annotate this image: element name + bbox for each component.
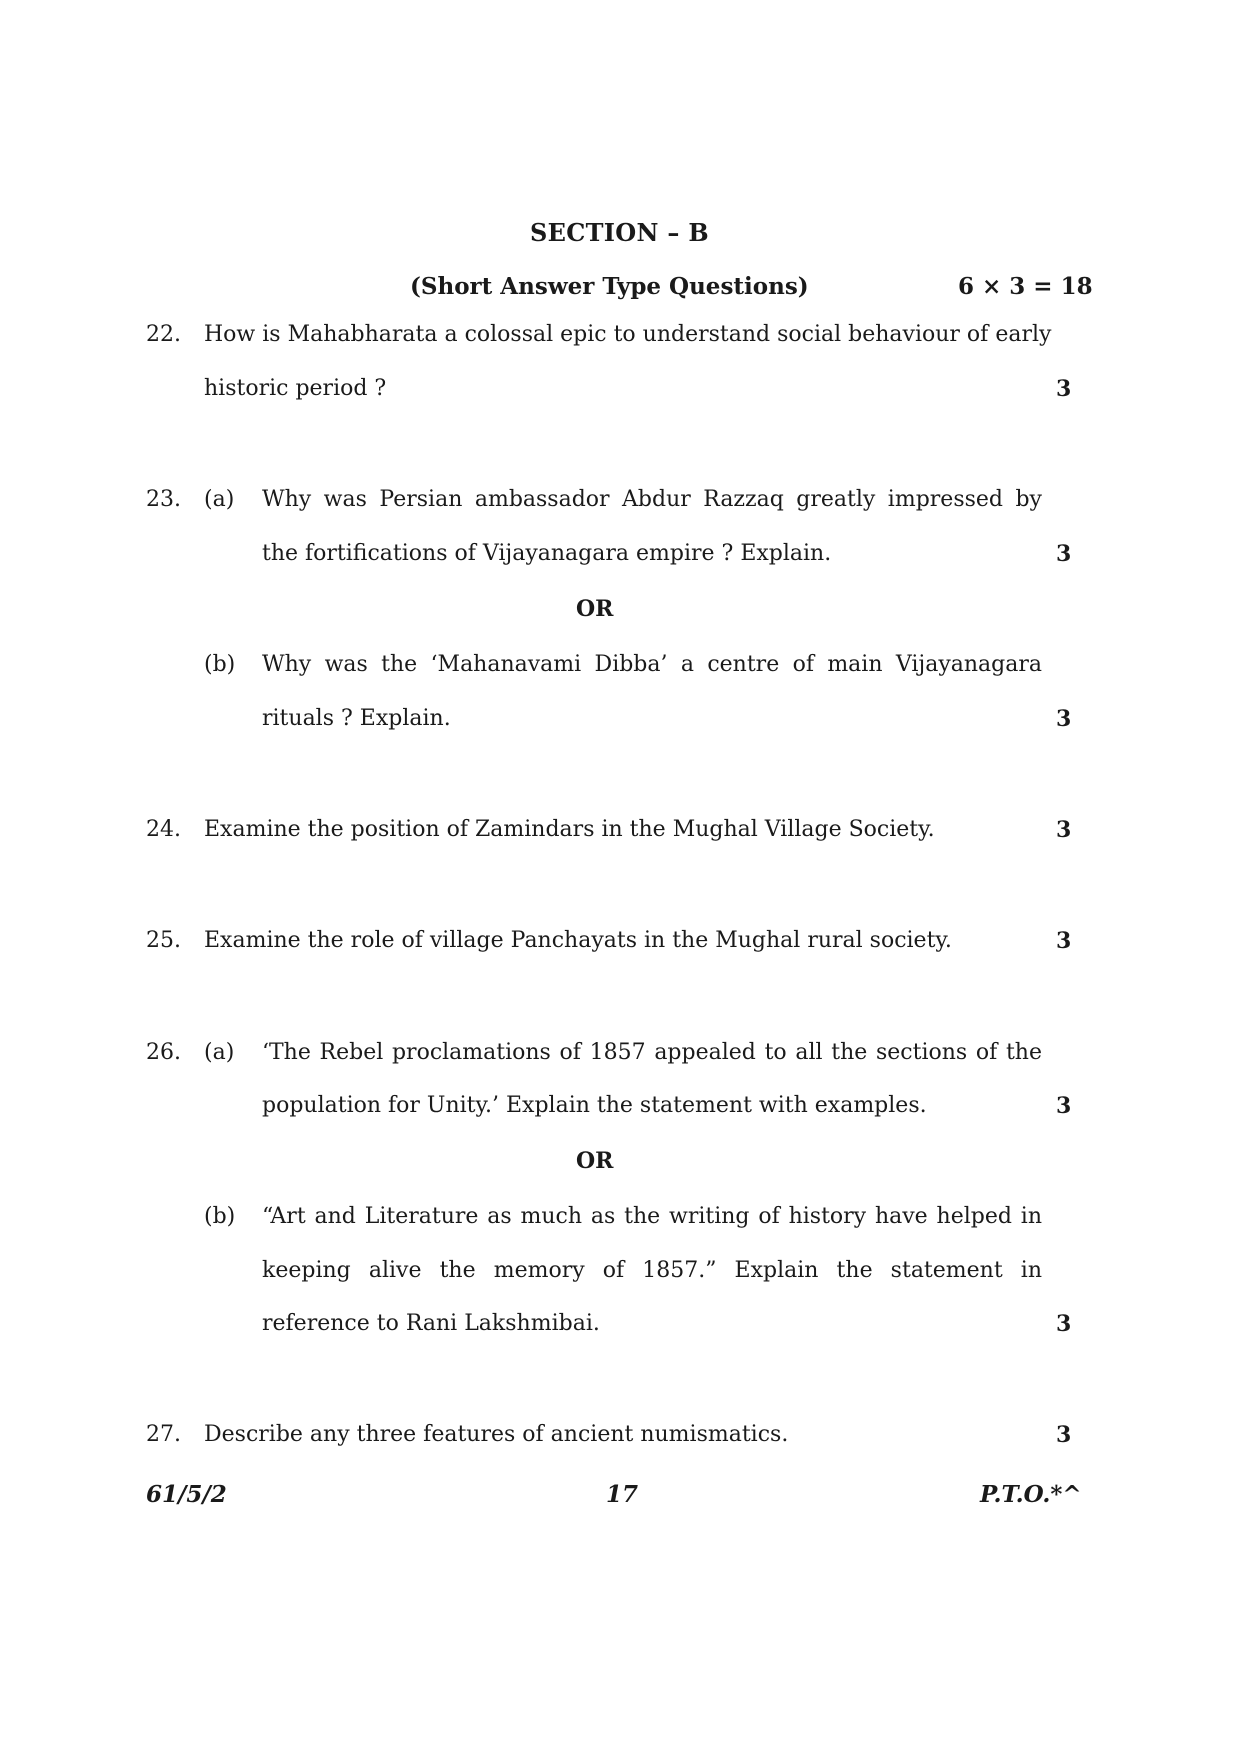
question-text-line: the fortifications of Vijayanagara empire ? Explain. [262, 541, 832, 566]
or-separator: OR [576, 596, 614, 622]
question-text-line: Examine the role of village Panchayats in the Mughal rural society. [204, 928, 952, 953]
question-marks: 3 [1056, 1422, 1072, 1448]
question-number: 24. [146, 817, 181, 842]
question-text-line: rituals ? Explain. [262, 706, 451, 731]
question-marks: 3 [1056, 928, 1072, 954]
subquestion-label: (b) [204, 652, 236, 677]
question-text-line: reference to Rani Lakshmibai. [262, 1311, 600, 1336]
question-marks: 3 [1056, 541, 1072, 567]
question-text-line: “Art and Literature as much as the writing of history have helped in [262, 1204, 1042, 1229]
or-separator: OR [576, 1148, 614, 1174]
section-title: SECTION – B [530, 218, 709, 247]
page-number: 17 [606, 1481, 639, 1508]
question-marks: 3 [1056, 706, 1072, 732]
question-number: 26. [146, 1040, 181, 1065]
question-text-line: historic period ? [204, 376, 387, 401]
question-text-line: keeping alive the memory of 1857.” Explain the statement in [262, 1258, 1042, 1283]
question-text-line: Why was the ‘Mahanavami Dibba’ a centre of main Vijayanagara [262, 652, 1042, 677]
question-marks: 3 [1056, 1093, 1072, 1119]
paper-code: 61/5/2 [146, 1481, 227, 1508]
section-subtitle: (Short Answer Type Questions) [410, 273, 809, 300]
question-text-line: How is Mahabharata a colossal epic to understand social behaviour of early [204, 322, 1052, 347]
question-number: 27. [146, 1422, 181, 1447]
question-marks: 3 [1056, 817, 1072, 843]
question-marks: 3 [1056, 1311, 1072, 1337]
section-total-marks: 6 × 3 = 18 [958, 273, 1093, 300]
question-text-line: ‘The Rebel proclamations of 1857 appealed to all the sections of the [262, 1040, 1042, 1065]
question-text-line: Why was Persian ambassador Abdur Razzaq greatly impressed by [262, 487, 1042, 512]
question-text-line: Describe any three features of ancient numismatics. [204, 1422, 789, 1447]
question-text-line: Examine the position of Zamindars in the Mughal Village Society. [204, 817, 935, 842]
question-marks: 3 [1056, 376, 1072, 402]
question-number: 22. [146, 322, 181, 347]
question-number: 23. [146, 487, 181, 512]
subquestion-label: (a) [204, 487, 235, 512]
subquestion-label: (a) [204, 1040, 235, 1065]
question-text-line: population for Unity.’ Explain the statement with examples. [262, 1093, 927, 1118]
question-number: 25. [146, 928, 181, 953]
subquestion-label: (b) [204, 1204, 236, 1229]
please-turn-over: P.T.O.*^ [980, 1481, 1082, 1508]
